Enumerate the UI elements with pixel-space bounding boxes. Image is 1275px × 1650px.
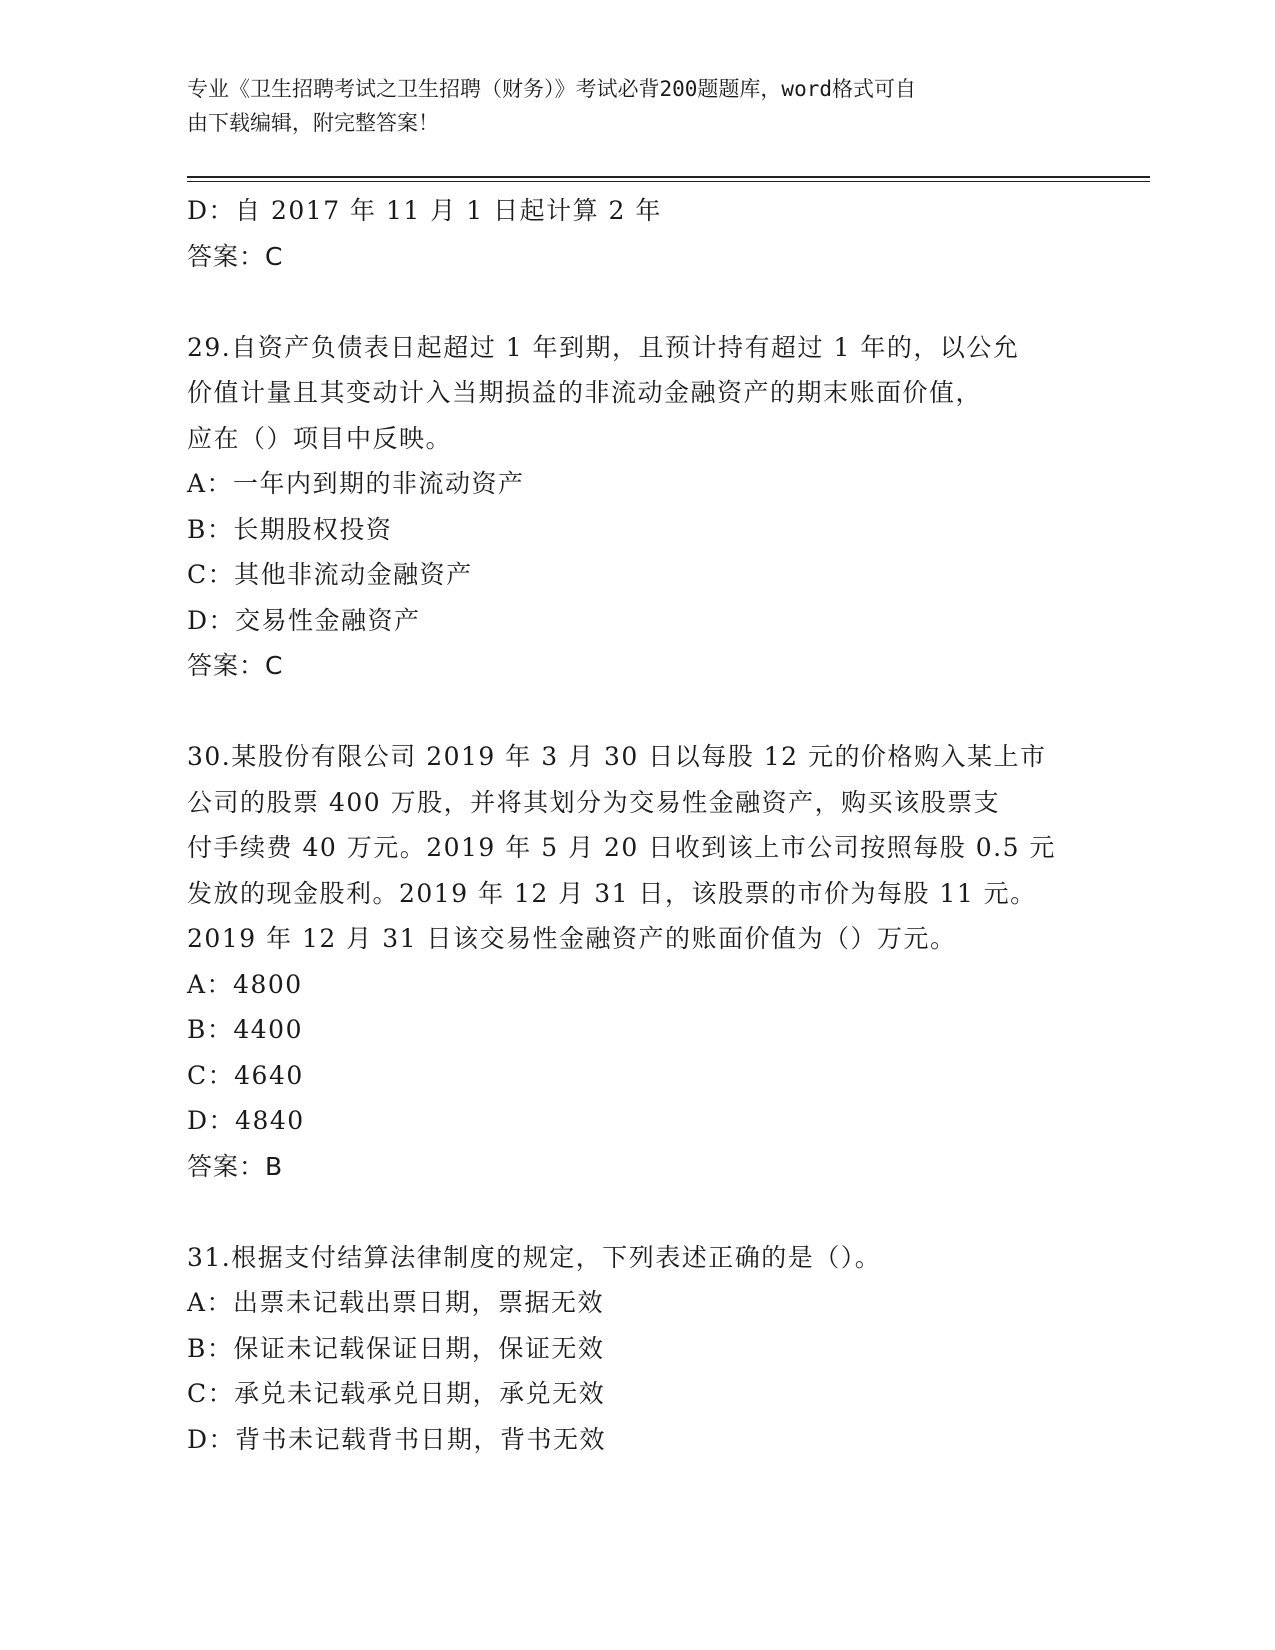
spacer xyxy=(187,1189,1087,1235)
question-29-answer: 答案：C xyxy=(187,651,284,680)
header-divider-thick xyxy=(187,176,1150,178)
question-30-line-4: 发放的现金股利。2019 年 12 月 31 日，该股票的市价为每股 11 元。 xyxy=(187,878,1037,908)
question-29-option-a: A：一年内到期的非流动资产 xyxy=(187,469,525,498)
question-31-option-a: A：出票未记载出票日期，票据无效 xyxy=(187,1288,605,1317)
question-30-option-b: B：4400 xyxy=(187,1015,303,1044)
question-30-answer: 答案：B xyxy=(187,1151,284,1181)
question-30-option-a: A：4800 xyxy=(187,969,303,999)
question-29-option-d: D：交易性金融资产 xyxy=(187,605,421,635)
page-header xyxy=(187,72,1067,140)
question-31-line-1: 31.根据支付结算法律制度的规定，下列表述正确的是（）。 xyxy=(187,1242,882,1272)
question-29 xyxy=(187,325,1087,689)
question-30-line-3: 付手续费 40 万元。2019 年 5 月 20 日收到该上市公司按照每股 0.5 元 xyxy=(187,833,1056,862)
question-31-option-d: D：背书未记载背书日期，背书无效 xyxy=(187,1424,607,1454)
question-29-line-3: 应在（）项目中反映。 xyxy=(187,423,453,453)
question-30-line-1: 30.某股份有限公司 2019 年 3 月 30 日以每股 12 元的价格购入某上市 xyxy=(187,742,1047,771)
question-29-line-1: 29.自资产负债表日起超过 1 年到期，且预计持有超过 1 年的，以公允 xyxy=(187,332,1020,362)
document-body xyxy=(187,188,1087,1462)
question-30-option-d: D：4840 xyxy=(187,1106,305,1135)
question-31-option-c: C：承兑未记载承兑日期，承兑无效 xyxy=(187,1379,606,1408)
header-line-1: 专业《卫生招聘考试之卫生招聘（财务）》考试必背200题题库，word格式可自 xyxy=(187,77,916,101)
question-29-line-2: 价值计量且其变动计入当期损益的非流动金融资产的期末账面价值， xyxy=(187,378,983,407)
answer-28: 答案：C xyxy=(187,241,284,271)
question-29-option-b: B：长期股权投资 xyxy=(187,514,393,544)
question-31-option-b: B：保证未记载保证日期，保证无效 xyxy=(187,1333,605,1363)
question-29-option-c: C：其他非流动金融资产 xyxy=(187,560,473,589)
spacer xyxy=(187,279,1087,325)
option-d-carryover: D：自 2017 年 11 月 1 日起计算 2 年 xyxy=(187,196,662,225)
header-divider-thin xyxy=(187,181,1150,182)
spacer xyxy=(187,689,1087,735)
question-31 xyxy=(187,1235,1087,1463)
header-line-2: 由下载编辑，附完整答案！ xyxy=(187,111,439,135)
question-30-line-5: 2019 年 12 月 31 日该交易性金融资产的账面价值为（）万元。 xyxy=(187,924,957,953)
question-30-line-2: 公司的股票 400 万股，并将其划分为交易性金融资产，购买该股票支 xyxy=(187,787,1001,817)
question-30 xyxy=(187,734,1087,1189)
question-30-option-c: C：4640 xyxy=(187,1060,304,1090)
